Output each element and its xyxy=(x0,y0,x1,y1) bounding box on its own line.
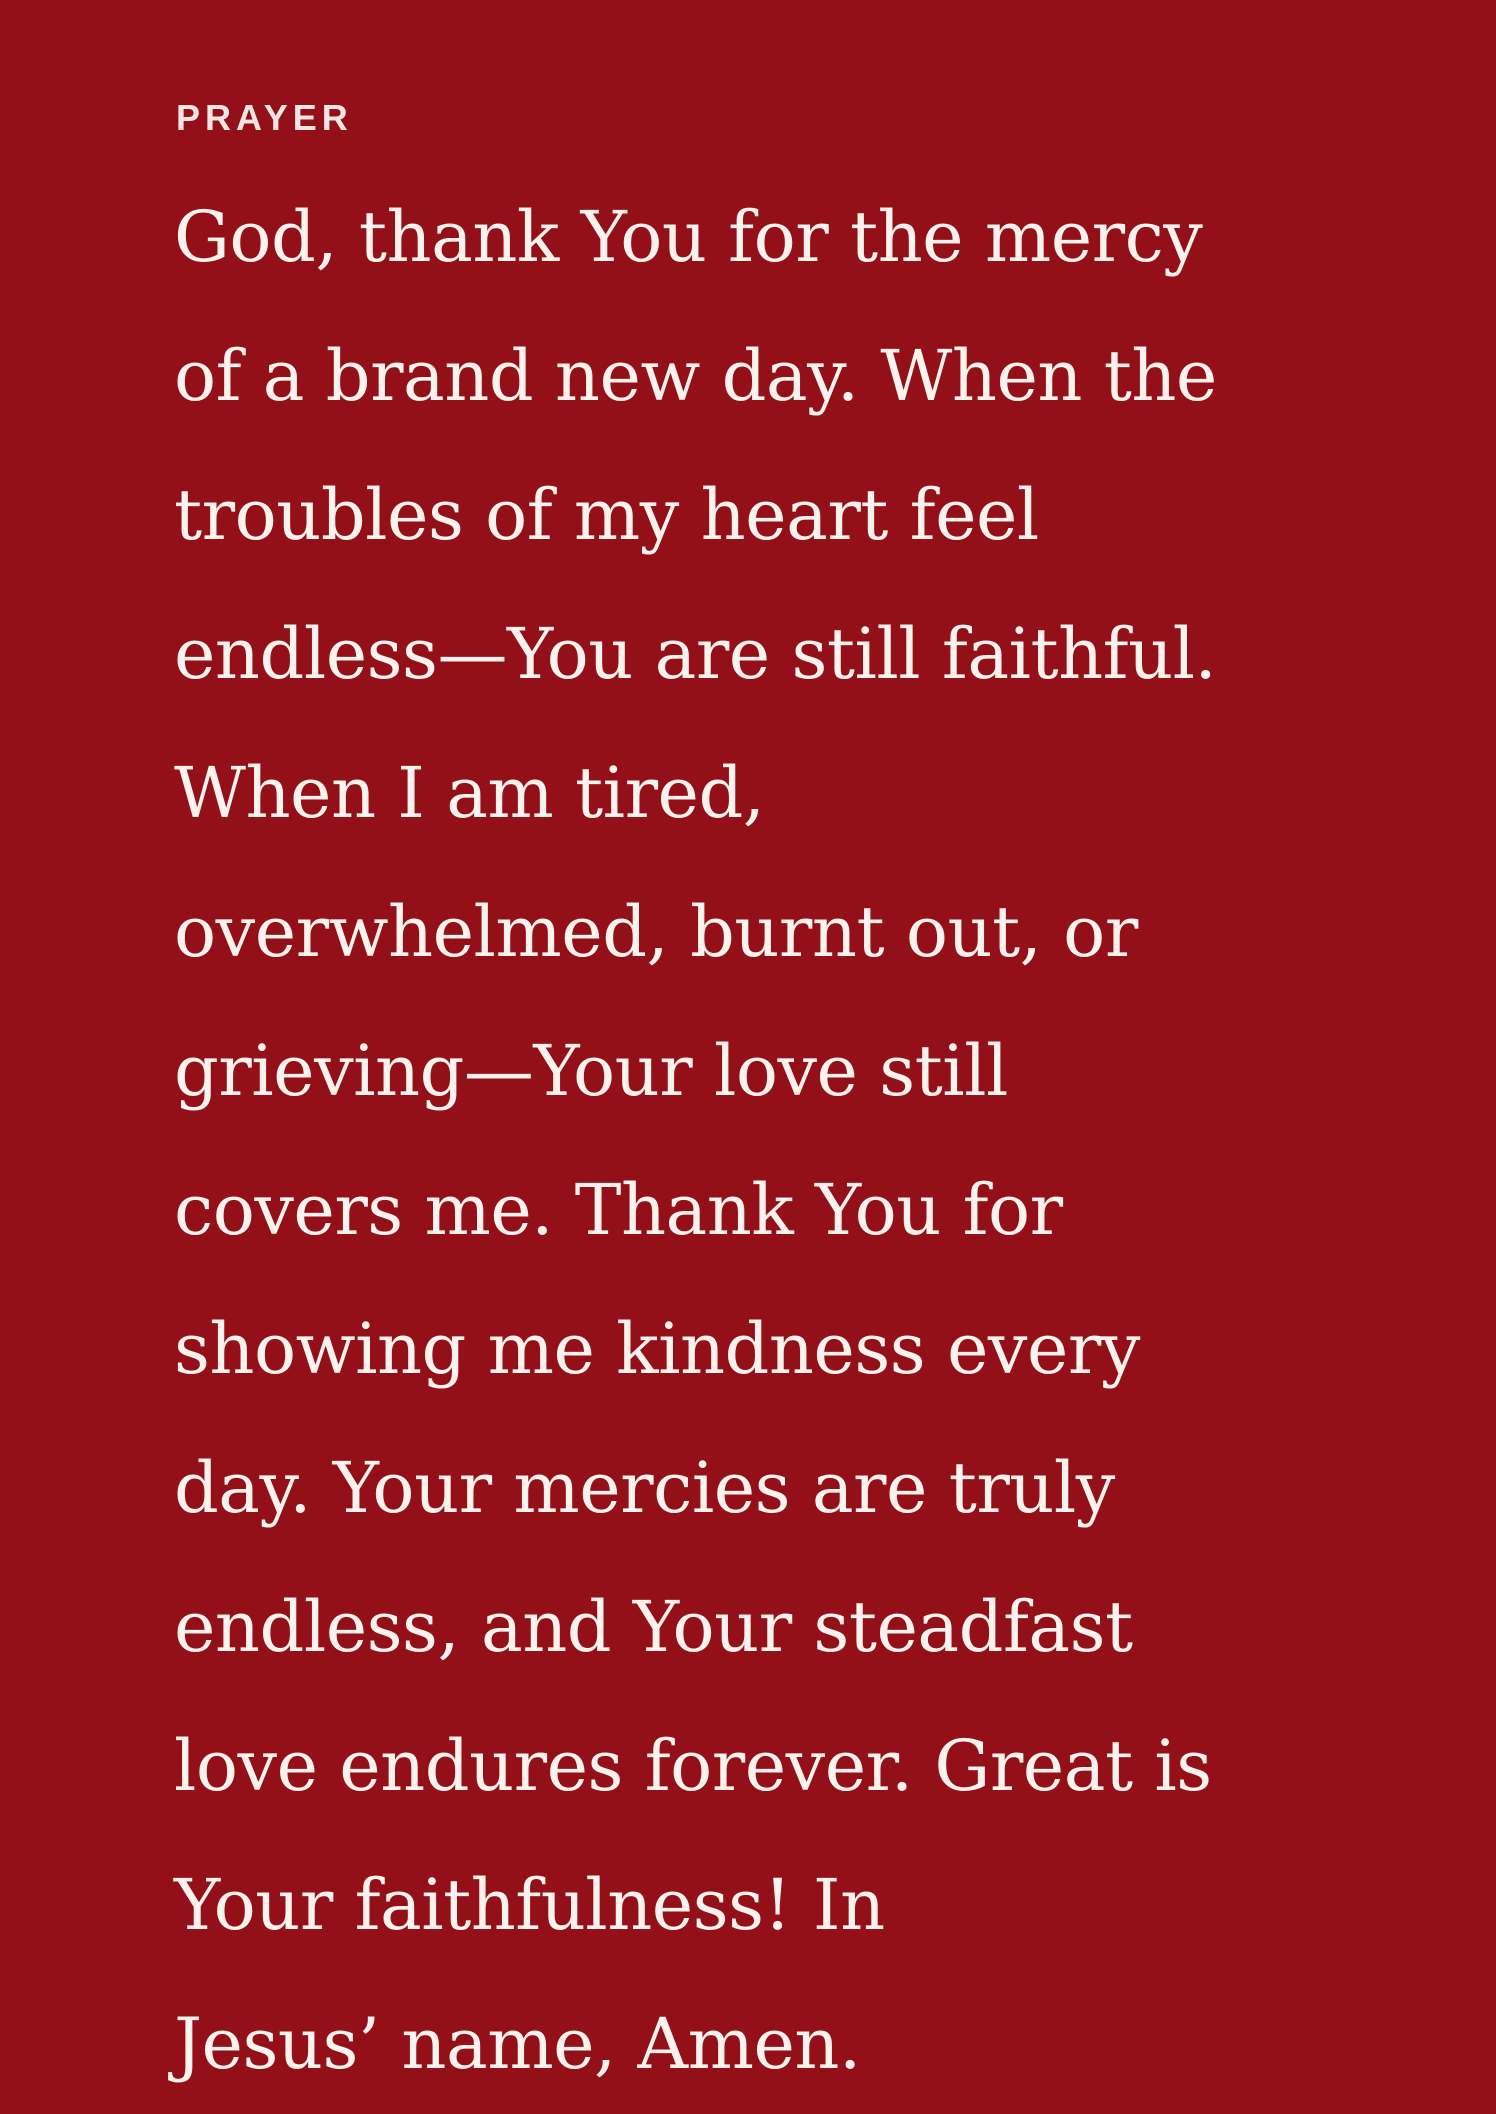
prayer-line: Your faithfulness! In xyxy=(174,1864,885,1946)
section-label: PRAYER xyxy=(176,97,353,138)
prayer-line: When I am tired, xyxy=(174,752,765,834)
prayer-line: overwhelmed, burnt out, or xyxy=(174,891,1138,973)
prayer-line: covers me. Thank You for xyxy=(174,1169,1063,1251)
prayer-line: love endures forever. Great is xyxy=(174,1725,1212,1807)
prayer-line: endless, and Your steadfast xyxy=(174,1586,1133,1668)
prayer-line: showing me kindness every xyxy=(174,1308,1140,1390)
prayer-line: troubles of my heart feel xyxy=(174,474,1039,556)
prayer-line: Jesus’ name, Amen. xyxy=(174,2003,861,2085)
prayer-line: grieving—Your love still xyxy=(174,1030,1008,1112)
prayer-line: day. Your mercies are truly xyxy=(174,1447,1115,1529)
prayer-line: endless—You are still faithful. xyxy=(174,613,1217,695)
prayer-line: God, thank You for the mercy xyxy=(174,196,1203,278)
prayer-text xyxy=(174,168,1394,2114)
prayer-line: of a brand new day. When the xyxy=(174,335,1217,417)
